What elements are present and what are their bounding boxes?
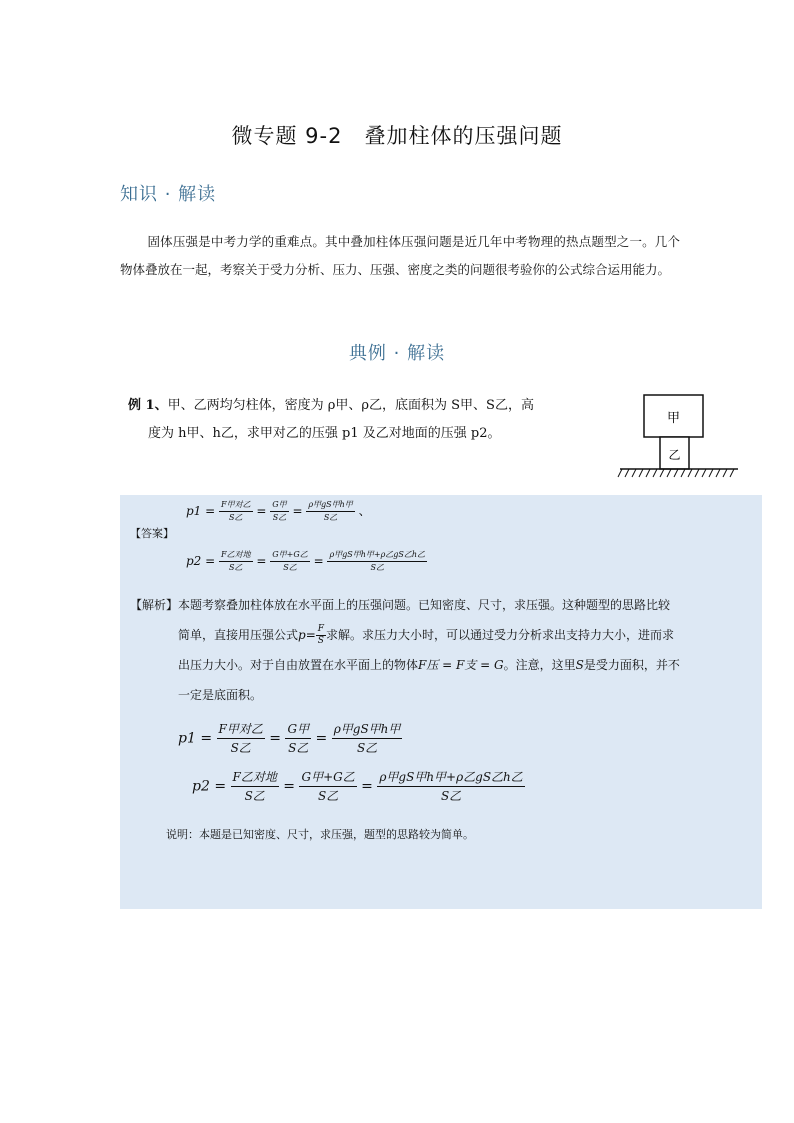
analysis-text	[130, 590, 754, 710]
analysis-equation-p1: p1 = $\frac{\text{F甲对乙}}{\text{S乙}}$ = $\frac{\text{G甲}}{\text{S乙}}$ = $\frac{\text{ρ甲gS甲h甲}}{\text{S乙}}$	[178, 722, 401, 755]
eq2-frac2-den: S乙	[283, 563, 297, 572]
example-question	[128, 392, 580, 448]
analysis-note: 说明：本题是已知密度、尺寸，求压强，题型的思路较为简单。	[166, 828, 474, 841]
eq1-frac1-den: S乙	[229, 513, 243, 522]
analysis-equation-p2: p2 = $\frac{\text{F乙对地}}{\text{S乙}}$ = $\frac{\text{G甲+G乙}}{\text{S乙}}$ = $\frac{\text{ρ甲gS甲h甲+ρ乙gS乙h乙}}{\text{S乙}}$	[192, 770, 523, 803]
analysis-label: 【解析】	[130, 598, 179, 612]
example-line-1: 甲、乙两均匀柱体，密度为 ρ甲、ρ乙，底面积为 S甲、S乙，高	[167, 398, 534, 413]
eq2-frac3-den: S乙	[370, 563, 384, 572]
analysis-line-3: 出压力大小。对于自由放置在水平面上的物体F压 = F支 = G。注意，这里S是受力面积，并不	[178, 658, 680, 672]
example-label: 例 1、	[128, 398, 168, 413]
eq1-frac3-den: S乙	[323, 513, 338, 522]
section-heading-knowledge: 知识 · 解读	[120, 184, 217, 205]
eq1-frac1-num: F甲对乙	[219, 499, 253, 512]
eq2-frac1-num: F乙对地	[219, 549, 253, 562]
answer-equation-p1: p1 = $\frac{\text{F甲对乙}}{\text{S乙}}$ = $\frac{\text{G甲}}{\text{S乙}}$ = $\frac{\text{ρ甲gS甲h甲}}{\text{S乙}}$ 、	[186, 500, 371, 522]
answer-equation-p2: p2 = $\frac{\text{F乙对地}}{\text{S乙}}$ = $\frac{\text{G甲+G乙}}{\text{S乙}}$ = $\frac{\text{ρ甲gS甲h甲+ρ乙gS乙h乙}}{\text{S乙}}$	[186, 550, 426, 572]
answer-separator: 、	[358, 504, 371, 518]
answer-label: 【答案】	[130, 527, 174, 540]
force-balance-formula: F压 = F支 = G	[418, 658, 504, 672]
knowledge-paragraph: 固体压强是中考力学的重难点。其中叠加柱体压强问题是近几年中考物理的热点题型之一。几个物体叠放在一起，考察关于受力分析、压力、压强、密度之类的问题很考验你的公式综合运用能力。	[120, 234, 680, 277]
stacked-cylinders-diagram	[616, 392, 746, 482]
eq1-frac3-num: ρ甲gS甲h甲	[306, 499, 354, 512]
eq2-frac3-num: ρ甲gS甲h甲+ρ乙gS乙h乙	[327, 549, 427, 562]
analysis-line-4: 一定是底面积。	[178, 688, 263, 702]
analysis-line-1: 本题考察叠加柱体放在水平面上的压强问题。已知密度、尺寸，求压强。这种题型的思路比较	[178, 598, 671, 612]
ground-hatching	[618, 469, 734, 477]
analysis-line-2: 简单，直接用压强公式p= $\frac{F}{S}$ 求解。求压力大小时，可以通过受力分析求出支持力大小，进而求	[178, 624, 675, 646]
section-heading-example: 典例 · 解读	[348, 343, 446, 364]
block-yi-label: 乙	[668, 448, 681, 462]
eq1-frac2-num: G甲	[270, 499, 288, 512]
p1-symbol: p1	[186, 504, 202, 518]
page-title: 微专题 9-2 叠加柱体的压强问题	[231, 124, 563, 148]
eq2-frac1-den: S乙	[229, 563, 243, 572]
pressure-formula: p= $\frac{F}{S}$	[298, 624, 325, 646]
example-line-2: 度为 h甲、h乙，求甲对乙的压强 p1 及乙对地面的压强 p2。	[148, 426, 501, 441]
block-jia-label: 甲	[666, 411, 681, 426]
p2-symbol: p2	[186, 554, 202, 568]
eq1-frac2-den: S乙	[272, 513, 287, 522]
eq2-frac2-num: G甲+G乙	[270, 549, 309, 562]
